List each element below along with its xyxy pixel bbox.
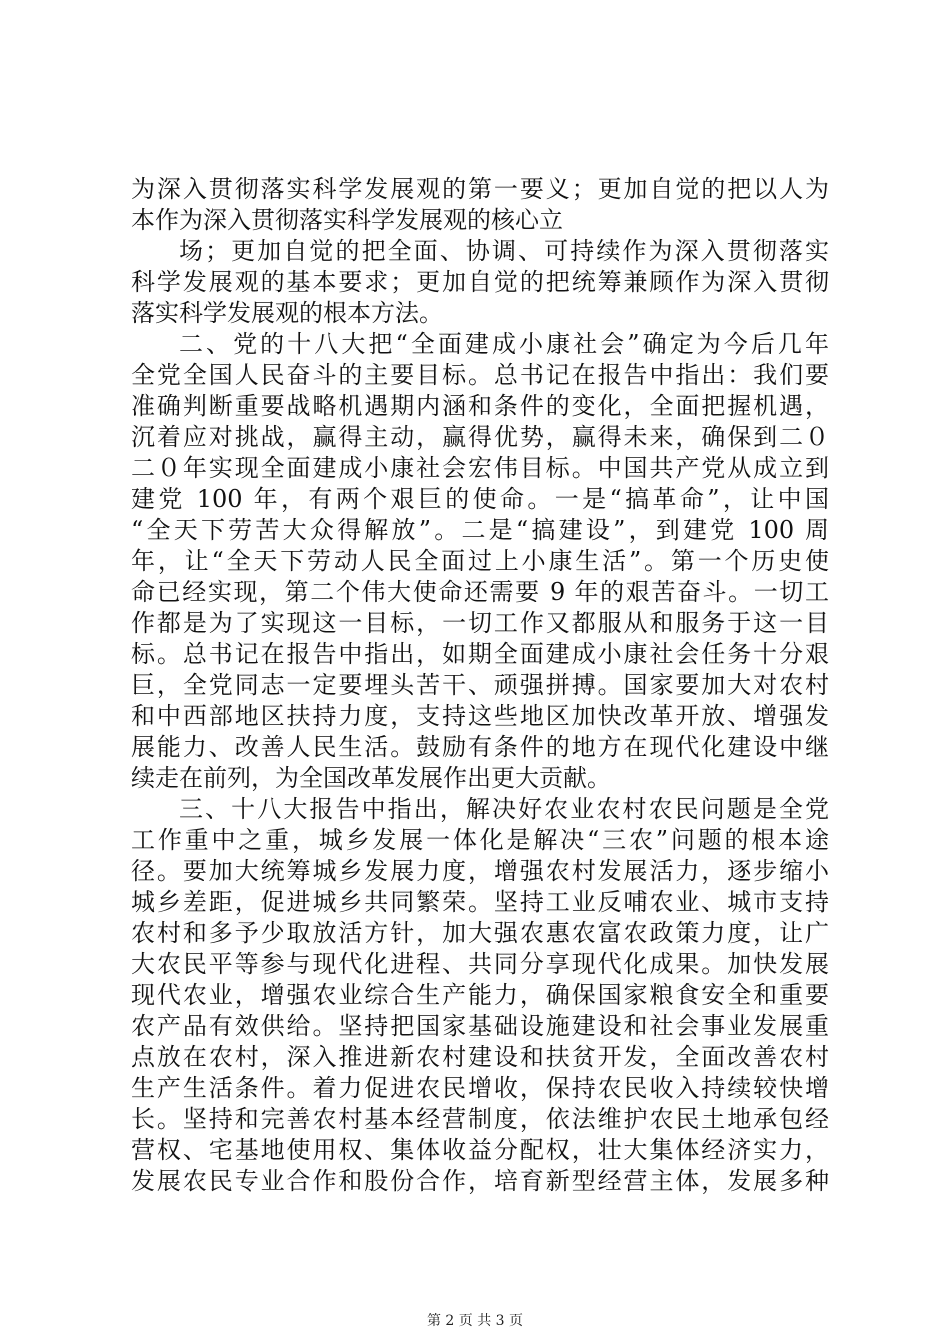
text-line: 发展农民专业合作和股份合作，培育新型经营主体，发展多种 [131, 1167, 829, 1195]
text-line: 本作为深入贯彻落实科学发展观的核心立 [131, 206, 563, 234]
text-line: 二０年实现全面建成小康社会宏伟目标。中国共产党从成立到 [131, 454, 829, 482]
text-line: 生产生活条件。着力促进农民增收，保持农民收入持续较快增 [131, 1074, 829, 1102]
text-line: 二、党的十八大把“全面建成小康社会”确定为今后几年 [179, 330, 829, 358]
text-line: 续走在前列，为全国改革发展作出更大贡献。 [131, 764, 611, 792]
text-line: 标。总书记在报告中指出，如期全面建成小康社会任务十分艰 [131, 640, 829, 668]
text-line: 场；更加自觉的把全面、协调、可持续作为深入贯彻落实 [179, 237, 829, 265]
body-text [131, 174, 829, 1197]
text-line: 科学发展观的基本要求；更加自觉的把统筹兼顾作为深入贯彻 [131, 268, 829, 296]
text-line: 现代农业，增强农业综合生产能力，确保国家粮食安全和重要 [131, 981, 829, 1009]
text-line: 营权、宅基地使用权、集体收益分配权，壮大集体经济实力， [131, 1136, 829, 1164]
text-line: 农村和多予少取放活方针，加大强农惠农富农政策力度，让广 [131, 919, 829, 947]
text-line: 展能力、改善人民生活。鼓励有条件的地方在现代化建设中继 [131, 733, 829, 761]
text-line: 为深入贯彻落实科学发展观的第一要义；更加自觉的把以人为 [131, 175, 829, 203]
text-line: 点放在农村，深入推进新农村建设和扶贫开发，全面改善农村 [131, 1043, 829, 1071]
text-line: 巨，全党同志一定要埋头苦干、顽强拼搏。国家要加大对农村 [131, 671, 829, 699]
text-line: 建党 100 年，有两个艰巨的使命。一是“搞革命”，让中国 [131, 485, 829, 513]
text-line: 准确判断重要战略机遇期内涵和条件的变化，全面把握机遇， [131, 392, 829, 420]
text-line: 长。坚持和完善农村基本经营制度，依法维护农民土地承包经 [131, 1105, 829, 1133]
text-line: 命已经实现，第二个伟大使命还需要 9 年的艰苦奋斗。一切工 [131, 578, 829, 606]
text-line: 城乡差距，促进城乡共同繁荣。坚持工业反哺农业、城市支持 [131, 888, 829, 916]
text-line: 年，让“全天下劳动人民全面过上小康生活”。第一个历史使 [131, 547, 829, 575]
text-line: 全党全国人民奋斗的主要目标。总书记在报告中指出：我们要 [131, 361, 829, 389]
text-line: 工作重中之重，城乡发展一体化是解决“三农”问题的根本途 [131, 826, 829, 854]
text-line: 农产品有效供给。坚持把国家基础设施建设和社会事业发展重 [131, 1012, 829, 1040]
text-line: 作都是为了实现这一目标，一切工作又都服从和服务于这一目 [131, 609, 829, 637]
text-line: 沉着应对挑战，赢得主动，赢得优势，赢得未来，确保到二０ [131, 423, 829, 451]
text-line: “全天下劳苦大众得解放”。二是“搞建设”，到建党 100 周 [131, 516, 829, 544]
text-line: 三、十八大报告中指出，解决好农业农村农民问题是全党 [179, 795, 829, 823]
text-line: 和中西部地区扶持力度，支持这些地区加快改革开放、增强发 [131, 702, 829, 730]
text-line: 径。要加大统筹城乡发展力度，增强农村发展活力，逐步缩小 [131, 857, 829, 885]
text-line: 落实科学发展观的根本方法。 [131, 299, 443, 327]
page-footer: 第 2 页 共 3 页 [426, 1313, 524, 1329]
text-line: 大农民平等参与现代化进程、共同分享现代化成果。加快发展 [131, 950, 829, 978]
